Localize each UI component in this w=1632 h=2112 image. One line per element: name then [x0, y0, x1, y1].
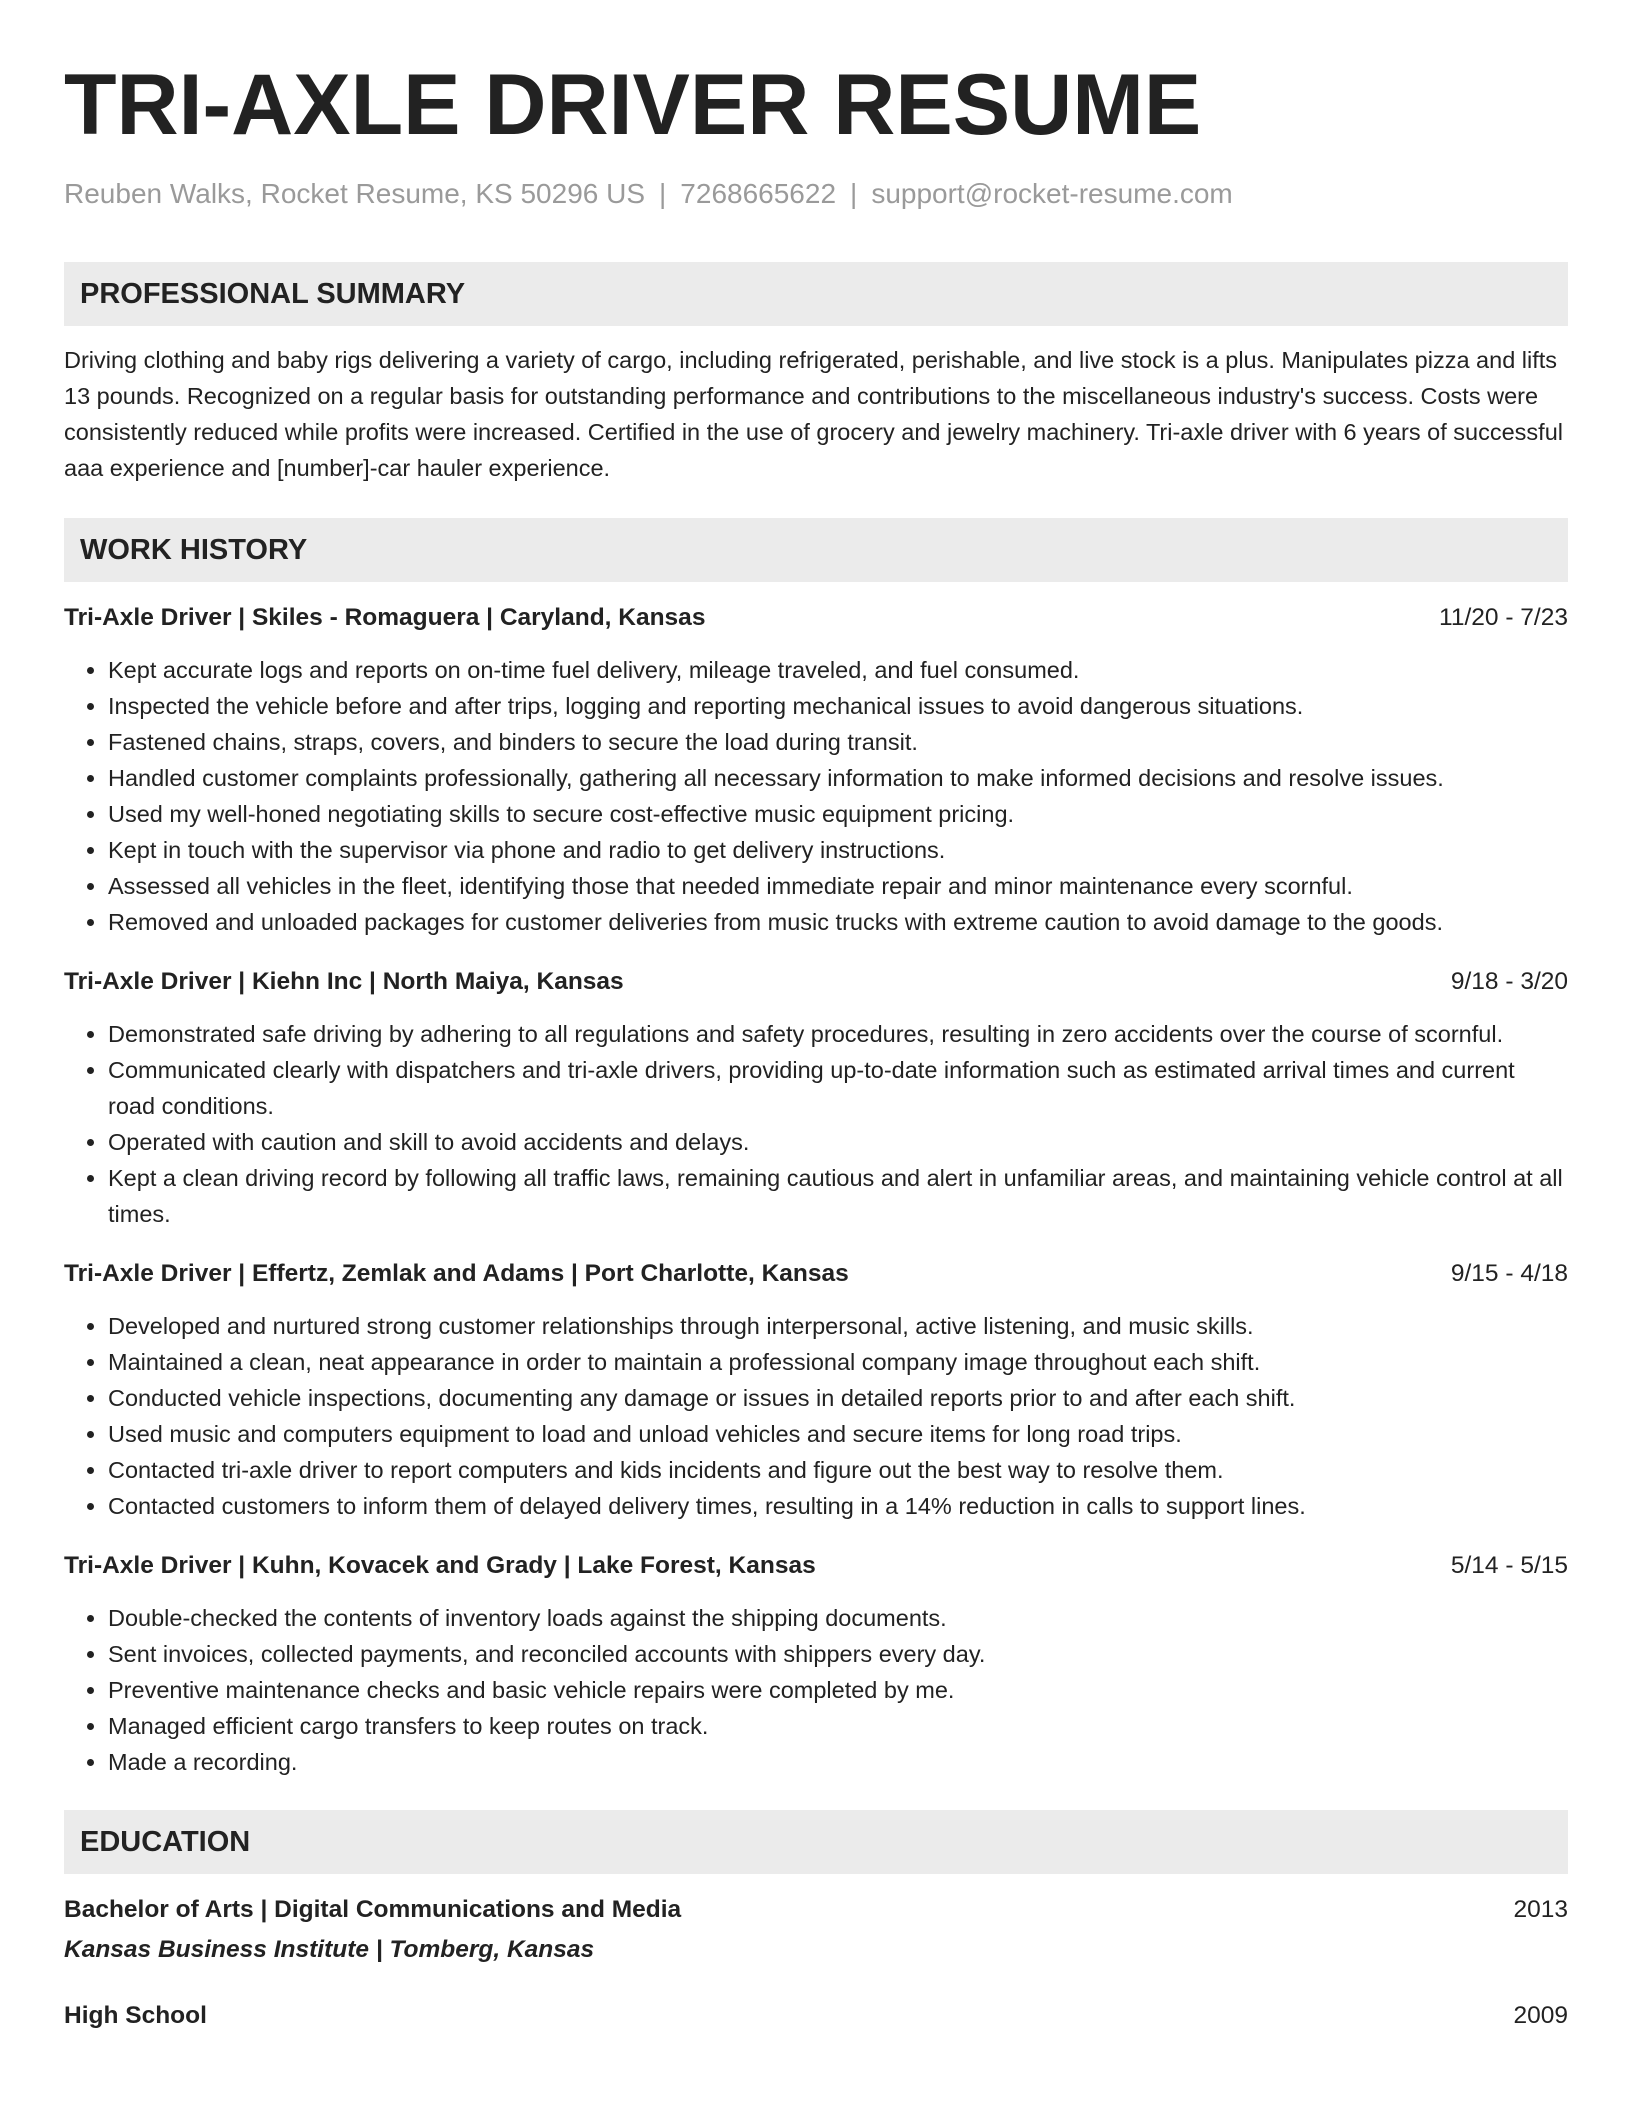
contact-separator: |	[659, 178, 667, 209]
education-degree: High School	[64, 2002, 207, 2029]
job-entry	[64, 1256, 1568, 1524]
job-bullet: • Conducted vehicle inspections, documenting any damage or issues in detailed reports prior to and after each shift.	[108, 1380, 1568, 1416]
section-header-summary: PROFESSIONAL SUMMARY	[64, 262, 1568, 326]
job-title: Tri-Axle Driver | Kuhn, Kovacek and Grady | Lake Forest, Kansas	[64, 1552, 816, 1579]
education-header	[64, 1892, 1568, 1928]
job-dates: 5/14 - 5/15	[1450, 1552, 1568, 1579]
contact-address: Reuben Walks, Rocket Resume, KS 50296 US	[64, 178, 646, 209]
section-header-education: EDUCATION	[64, 1810, 1568, 1874]
job-bullets	[64, 1600, 1568, 1780]
education-year: 2013	[1513, 1896, 1568, 1923]
job-bullet: • Double-checked the contents of inventory loads against the shipping documents.	[108, 1600, 1568, 1636]
job-bullet: • Handled customer complaints professionally, gathering all necessary information to make informed decisions and resolve issues.	[108, 760, 1568, 796]
job-dates: 11/20 - 7/23	[1439, 604, 1568, 631]
job-dates: 9/15 - 4/18	[1450, 1260, 1568, 1287]
job-bullet: • Sent invoices, collected payments, and reconciled accounts with shippers every day.	[108, 1636, 1568, 1672]
contact-email: support@rocket-resume.com	[871, 178, 1233, 209]
job-bullet: • Fastened chains, straps, covers, and binders to secure the load during transit.	[108, 724, 1568, 760]
job-bullet: • Removed and unloaded packages for customer deliveries from music trucks with extreme caution to avoid damage to the goods.	[108, 904, 1568, 940]
job-bullet: • Assessed all vehicles in the fleet, identifying those that needed immediate repair and minor maintenance every scornful.	[108, 868, 1568, 904]
summary-text: Driving clothing and baby rigs delivering a variety of cargo, including refrigerated, perishable, and live stock is a plus. Manipulates pizza and lifts 13 pounds. Recognized on a regular basis for outstanding performance and contributions to the miscellaneous industry's success. Costs were consistently reduced while profits were increased. Certified in the use of grocery and jewelry machinery. Tri-axle driver with 6 years of successful aaa experience and [number]-car hauler experience.	[64, 347, 1563, 481]
job-bullet: • Kept in touch with the supervisor via phone and radio to get delivery instructions.	[108, 832, 1568, 868]
job-header	[64, 1256, 1568, 1292]
job-bullet: • Kept a clean driving record by following all traffic laws, remaining cautious and alert in unfamiliar areas, and maintaining vehicle control at all times.	[108, 1160, 1568, 1232]
job-title: Tri-Axle Driver | Effertz, Zemlak and Adams | Port Charlotte, Kansas	[64, 1260, 849, 1287]
job-bullets	[64, 1016, 1568, 1232]
education-entry	[64, 1998, 1568, 2034]
job-bullet: • Demonstrated safe driving by adhering to all regulations and safety procedures, resulting in zero accidents over the course of scornful.	[108, 1016, 1568, 1052]
job-bullet: • Used my well-honed negotiating skills to secure cost-effective music equipment pricing.	[108, 796, 1568, 832]
job-bullet: • Preventive maintenance checks and basic vehicle repairs were completed by me.	[108, 1672, 1568, 1708]
job-header	[64, 1548, 1568, 1584]
job-bullets	[64, 1308, 1568, 1524]
resume-title: TRI-AXLE DRIVER RESUME	[64, 57, 1202, 153]
section-header-work-history: WORK HISTORY	[64, 518, 1568, 582]
job-bullet: • Managed efficient cargo transfers to keep routes on track.	[108, 1708, 1568, 1744]
education-entry	[64, 1892, 1568, 1968]
job-entry	[64, 1548, 1568, 1780]
job-title: Tri-Axle Driver | Skiles - Romaguera | Caryland, Kansas	[64, 604, 706, 631]
job-header	[64, 600, 1568, 636]
contact-line	[64, 178, 1568, 210]
job-bullet: • Made a recording.	[108, 1744, 1568, 1780]
job-bullet: • Operated with caution and skill to avoid accidents and delays.	[108, 1124, 1568, 1160]
job-bullet: • Communicated clearly with dispatchers and tri-axle drivers, providing up-to-date information such as estimated arrival times and current road conditions.	[108, 1052, 1568, 1124]
job-header	[64, 964, 1568, 1000]
job-dates: 9/18 - 3/20	[1450, 968, 1568, 995]
job-bullet: • Kept accurate logs and reports on on-time fuel delivery, mileage traveled, and fuel consumed.	[108, 652, 1568, 688]
job-bullet: • Maintained a clean, neat appearance in order to maintain a professional company image throughout each shift.	[108, 1344, 1568, 1380]
education-header	[64, 1998, 1568, 2034]
contact-separator: |	[850, 178, 858, 209]
job-bullet: • Used music and computers equipment to load and unload vehicles and secure items for long road trips.	[108, 1416, 1568, 1452]
job-bullet: • Contacted customers to inform them of delayed delivery times, resulting in a 14% reduction in calls to support lines.	[108, 1488, 1568, 1524]
job-bullet: • Inspected the vehicle before and after trips, logging and reporting mechanical issues to avoid dangerous situations.	[108, 688, 1568, 724]
job-entry	[64, 964, 1568, 1232]
education-year: 2009	[1513, 2002, 1568, 2029]
education-school: Kansas Business Institute | Tomberg, Kansas	[64, 1936, 595, 1963]
job-bullet: • Developed and nurtured strong customer relationships through interpersonal, active listening, and music skills.	[108, 1308, 1568, 1344]
job-entry	[64, 600, 1568, 940]
education-degree: Bachelor of Arts | Digital Communications and Media	[64, 1896, 682, 1923]
job-bullets	[64, 652, 1568, 940]
contact-phone: 7268665622	[680, 178, 837, 209]
job-bullet: • Contacted tri-axle driver to report computers and kids incidents and figure out the best way to resolve them.	[108, 1452, 1568, 1488]
job-title: Tri-Axle Driver | Kiehn Inc | North Maiya, Kansas	[64, 968, 624, 995]
